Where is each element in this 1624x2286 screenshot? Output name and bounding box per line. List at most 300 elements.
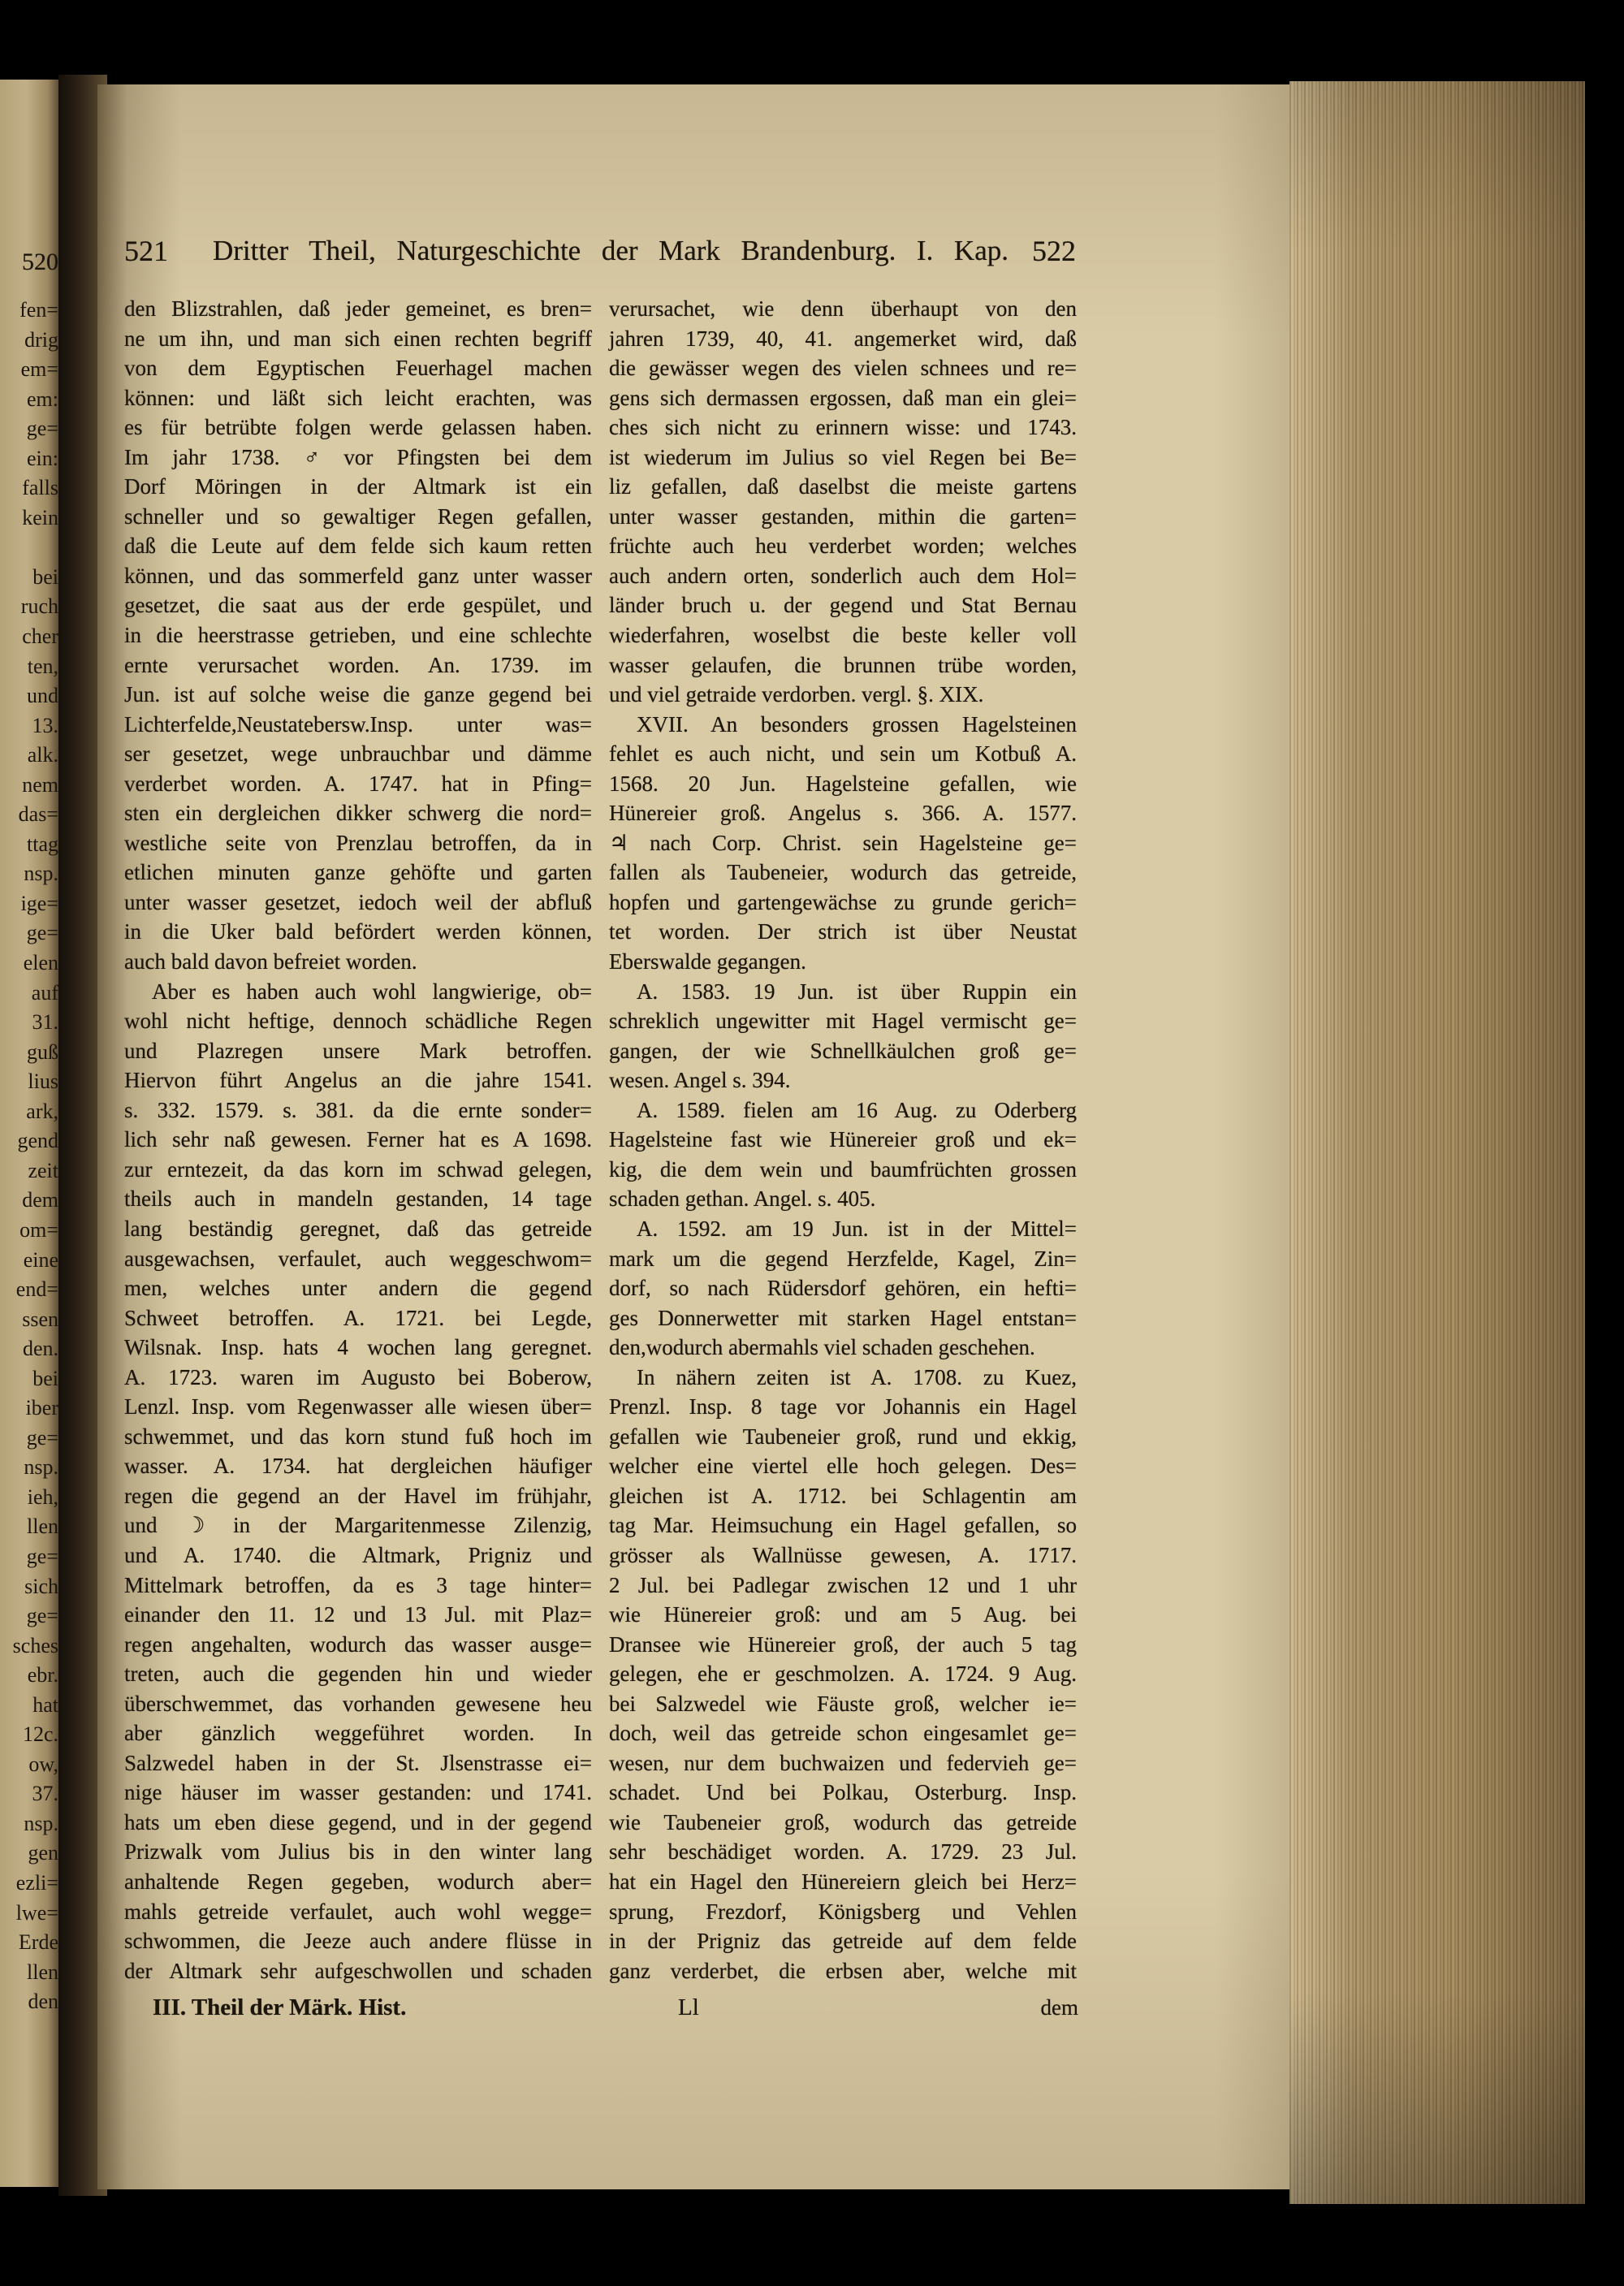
- text-line: [609, 472, 1077, 502]
- text-line: [124, 1422, 592, 1452]
- facing-page-fragment: ssen: [22, 1307, 58, 1331]
- text-line-content: lich sehr naß gewesen. Ferner hat es A 1698.: [124, 1127, 592, 1152]
- facing-page-fragment: nem: [22, 772, 58, 797]
- text-line: [609, 1571, 1077, 1601]
- text-line-content: ser gesetzet, wege unbrauchbar und dämme: [124, 741, 592, 767]
- text-line-content: s. 332. 1579. s. 381. da die ernte sonder=: [124, 1097, 592, 1122]
- text-line-content: fallen als Taubeneier, wodurch das getreide,: [609, 860, 1077, 885]
- text-line: [609, 1303, 1077, 1333]
- text-line: [609, 1065, 1077, 1095]
- text-line: [609, 1510, 1077, 1541]
- text-line: [609, 1926, 1077, 1956]
- facing-page-fragment: alk.: [27, 743, 58, 767]
- text-line-content: gesetzet, die saat aus der erde gespület, und: [124, 593, 592, 618]
- facing-page-fragment: sich: [24, 1574, 58, 1598]
- text-line: [124, 1867, 592, 1897]
- text-line-content: unter wasser gestanden, mithin die garten=: [609, 503, 1077, 529]
- facing-page-fragment: iber: [25, 1396, 58, 1420]
- facing-page-fragment: ge=: [26, 417, 58, 441]
- text-line-content: unter wasser gesetzet, iedoch weil der abfluß: [124, 889, 592, 914]
- facing-page-fragment: ge=: [26, 1604, 58, 1628]
- text-line-content: ♃ nach Corp. Christ. sein Hagelsteine ge=: [609, 830, 1077, 855]
- text-line-content: 1568. 20 Jun. Hagelsteine gefallen, wie: [609, 771, 1077, 796]
- text-line-content: schreklich ungewitter mit Hagel vermischt ge=: [609, 1009, 1077, 1034]
- text-line: [609, 710, 1077, 740]
- facing-page-fragment: dem: [22, 1188, 58, 1212]
- text-line: [609, 917, 1077, 947]
- text-line-content: hat ein Hagel den Hünereiern gleich bei Herz=: [609, 1869, 1077, 1894]
- text-line: [609, 294, 1077, 324]
- text-line-content: Lichterfelde,Neustatebersw.Insp. unter was=: [124, 711, 592, 737]
- text-line-content: dorf, so nach Rüdersdorf gehören, ein hefti=: [609, 1276, 1077, 1301]
- facing-page-fragment: [0, 533, 58, 563]
- text-line-content: den Blizstrahlen, daß jeder gemeinet, es bren=: [124, 296, 592, 321]
- text-line: [609, 1956, 1077, 1986]
- text-line-content: schwemmet, und das korn stund fuß hoch im: [124, 1424, 592, 1449]
- text-line: [124, 1244, 592, 1274]
- text-line: [609, 1541, 1077, 1571]
- facing-page-fragment: ark,: [26, 1099, 58, 1123]
- text-line-content: etlichen minuten ganze gehöfte und garten: [124, 860, 592, 885]
- text-line-content: gangen, der wie Schnellkäulchen groß ge=: [609, 1038, 1077, 1063]
- text-line-content: Hiervon führt Angelus an die jahre 1541.: [124, 1068, 592, 1093]
- facing-page-fragment: ige=: [20, 891, 58, 915]
- facing-page-fragment: ieh,: [27, 1484, 58, 1509]
- text-line: [609, 502, 1077, 532]
- text-line: [609, 1718, 1077, 1748]
- facing-page-fragment: ge=: [26, 1425, 58, 1450]
- facing-page-fragment: guß: [27, 1039, 58, 1064]
- text-line: [609, 1837, 1077, 1867]
- text-line: [124, 1451, 592, 1481]
- text-line: [609, 353, 1077, 383]
- text-line: [609, 383, 1077, 413]
- text-line: [609, 1600, 1077, 1630]
- text-line-content: sprung, Frezdorf, Königsberg und Vehlen: [609, 1899, 1077, 1924]
- text-line-content: A. 1583. 19 Jun. ist über Ruppin ein: [637, 979, 1077, 1004]
- facing-page-fragment: falls: [22, 476, 58, 500]
- text-line: [124, 1956, 592, 1986]
- facing-page-fragment: cher: [22, 624, 58, 649]
- facing-page-fragment: bei: [32, 564, 58, 589]
- text-line: [609, 443, 1077, 473]
- text-line: [609, 1689, 1077, 1719]
- text-line: [124, 680, 592, 710]
- text-line-content: jahren 1739, 40, 41. angemerket wird, daß: [609, 326, 1077, 351]
- text-line-content: Mittelmark betroffen, da es 3 tage hinter=: [124, 1572, 592, 1597]
- text-line: [124, 1095, 592, 1126]
- text-line: [124, 1718, 592, 1748]
- text-line-content: schadet. Und bei Polkau, Osterburg. Insp.: [609, 1780, 1077, 1805]
- text-line: [124, 1273, 592, 1303]
- text-line-content: regen angehalten, wodurch das wasser ausge=: [124, 1631, 592, 1657]
- right-page-number: 522: [1032, 235, 1076, 267]
- text-line: [124, 472, 592, 502]
- text-line-content: gens sich dermassen ergossen, daß man ein glei=: [609, 385, 1077, 410]
- text-line-content: können: und läßt sich leicht erachten, was: [124, 385, 592, 410]
- text-line-content: anhaltende Regen gegeben, wodurch aber=: [124, 1869, 592, 1894]
- text-line-content: Prenzl. Insp. 8 tage vor Johannis ein Hagel: [609, 1394, 1077, 1420]
- text-line-content: westliche seite von Prenzlau betroffen, da in: [124, 830, 592, 855]
- text-line: [124, 798, 592, 828]
- facing-page-fragment: lwe=: [15, 1900, 58, 1925]
- text-line-content: schwommen, die Jeeze auch andere flüsse in: [124, 1929, 592, 1954]
- text-line: [609, 1155, 1077, 1185]
- facing-page-fragment: ge=: [26, 1544, 58, 1568]
- text-line: [609, 1006, 1077, 1036]
- facing-page-fragment: ein:: [27, 446, 58, 470]
- text-line: [609, 1422, 1077, 1452]
- text-line: [609, 1897, 1077, 1927]
- text-line-content: länder bruch u. der gegend und Stat Bernau: [609, 593, 1077, 618]
- text-line-content: tag Mar. Heimsuchung ein Hagel gefallen, so: [609, 1513, 1077, 1538]
- text-line: [124, 324, 592, 354]
- text-line-content: Jun. ist auf solche weise die ganze gegend bei: [124, 682, 592, 707]
- facing-page-fragments: [0, 296, 58, 2017]
- text-line-content: in die heerstrasse getrieben, und eine schlechte: [124, 623, 592, 648]
- text-line-content: in die Uker bald befördert werden können,: [124, 919, 592, 944]
- text-line: [124, 1897, 592, 1927]
- text-line: [124, 710, 592, 740]
- text-line: [124, 650, 592, 681]
- text-line: [609, 858, 1077, 888]
- facing-page-fragment: ge=: [26, 921, 58, 945]
- text-line: [124, 1303, 592, 1333]
- text-line-content: daß die Leute auf dem felde sich kaum retten: [124, 534, 592, 559]
- text-line-content: A. 1723. waren im Augusto bei Boberow,: [124, 1364, 592, 1389]
- text-line-content: verderbet worden. A. 1747. hat in Pfing=: [124, 771, 592, 796]
- text-line: [609, 1244, 1077, 1274]
- text-line: [124, 1036, 592, 1066]
- text-line: [609, 888, 1077, 918]
- text-line-content: früchte auch heu verderbet worden; welches: [609, 534, 1077, 559]
- facing-page-fragment: und: [27, 684, 58, 708]
- text-line-content: überschwemmet, das vorhanden gewesene heu: [124, 1691, 592, 1716]
- text-line: [609, 1333, 1077, 1363]
- text-line-content: gleichen ist A. 1712. bei Schlagentin am: [609, 1483, 1077, 1508]
- text-line-content: ernte verursachet worden. An. 1739. im: [124, 652, 592, 677]
- page: [97, 84, 1299, 2189]
- text-line-content: A. 1592. am 19 Jun. ist in der Mittel=: [637, 1216, 1077, 1241]
- text-line-content: wiederfahren, woselbst die beste keller voll: [609, 623, 1077, 648]
- text-line: [609, 1630, 1077, 1660]
- text-line-content: und A. 1740. die Altmark, Prigniz und: [124, 1542, 592, 1567]
- paragraph: [609, 294, 1077, 710]
- facing-page-fragment: den.: [22, 1337, 58, 1361]
- right-text-column: [609, 294, 1077, 1986]
- text-line: [609, 769, 1077, 799]
- text-line: [124, 1837, 592, 1867]
- text-line: [609, 739, 1077, 769]
- text-line: [124, 1214, 592, 1244]
- text-line: [124, 739, 592, 769]
- text-line: [124, 1510, 592, 1541]
- facing-page-fragment: bei: [32, 1366, 58, 1390]
- text-line-content: grösser als Wallnüsse gewesen, A. 1717.: [609, 1542, 1077, 1567]
- text-line-content: Eberswalde gegangen.: [609, 949, 806, 974]
- text-line: [609, 413, 1077, 443]
- text-line-content: zur erntezeit, da das korn im schwad gelegen,: [124, 1156, 592, 1182]
- text-line: [609, 1214, 1077, 1244]
- text-line-content: auch andern orten, sonderlich auch dem Hol=: [609, 563, 1077, 588]
- text-line: [124, 917, 592, 947]
- facing-page-fragment: kein: [22, 505, 58, 529]
- text-line: [609, 324, 1077, 354]
- text-line-content: XVII. An besonders grossen Hagelsteinen: [637, 711, 1077, 737]
- text-line: [124, 590, 592, 620]
- text-line: [609, 798, 1077, 828]
- text-line: [609, 1095, 1077, 1126]
- text-line: [609, 680, 1077, 710]
- text-line-content: fehlet es auch nicht, und sein um Kotbuß A.: [609, 741, 1077, 767]
- text-line: [124, 413, 592, 443]
- text-line-content: ausgewachsen, verfaulet, auch weggeschwom=: [124, 1246, 592, 1271]
- text-line-content: ges Donnerwetter mit starken Hagel entstan=: [609, 1305, 1077, 1330]
- text-line: [609, 650, 1077, 681]
- text-line-content: es für betrübte folgen werde gelassen haben.: [124, 415, 592, 440]
- text-line-content: Hagelsteine fast wie Hünereier groß und ek=: [609, 1127, 1077, 1152]
- text-line: [609, 977, 1077, 1007]
- text-line-content: hopfen und gartengewächse zu grunde gerich=: [609, 889, 1077, 914]
- facing-page-fragment: sches: [12, 1633, 58, 1657]
- text-line-content: ne um ihn, und man sich einen rechten begriff: [124, 326, 592, 351]
- text-line: [124, 1689, 592, 1719]
- text-line: [124, 1778, 592, 1808]
- text-line-content: 2 Jul. bei Padlegar zwischen 12 und 1 uhr: [609, 1572, 1077, 1597]
- text-line: [124, 1481, 592, 1511]
- text-line: [124, 502, 592, 532]
- text-line: [124, 1748, 592, 1778]
- text-line-content: nige häuser im wasser gestanden: und 1741.: [124, 1780, 592, 1805]
- text-line-content: von dem Egyptischen Feuerhagel machen: [124, 356, 592, 381]
- text-line: [124, 769, 592, 799]
- text-line-content: den,wodurch abermahls viel schaden geschehen.: [609, 1335, 1035, 1360]
- text-line-content: mark um die gegend Herzfelde, Kagel, Zin=: [609, 1246, 1077, 1271]
- text-line-content: kig, die dem wein und baumfrüchten grossen: [609, 1156, 1077, 1182]
- facing-page-fragment: em:: [27, 387, 58, 411]
- facing-page-edge: [0, 80, 67, 2187]
- text-line-content: Schweet betroffen. A. 1721. bei Legde,: [124, 1305, 592, 1330]
- text-line: [124, 1392, 592, 1422]
- text-line-content: wesen. Angel s. 394.: [609, 1068, 791, 1093]
- text-line: [124, 531, 592, 561]
- facing-page-fragment: llen: [27, 1515, 58, 1539]
- text-line: [609, 590, 1077, 620]
- facing-page-fragment: em=: [20, 357, 58, 382]
- facing-page-fragment: nsp.: [24, 1455, 58, 1480]
- text-line: [609, 947, 1077, 977]
- facing-page-fragment: 37.: [32, 1782, 58, 1806]
- text-line: [124, 353, 592, 383]
- facing-page-fragment: ttag: [27, 832, 58, 856]
- text-line: [124, 1155, 592, 1185]
- text-line-content: wie Hünereier groß: und am 5 Aug. bei: [609, 1602, 1077, 1627]
- paragraph: [124, 977, 592, 1986]
- text-line-content: können, und das sommerfeld ganz unter wasser: [124, 563, 592, 588]
- text-line: [124, 888, 592, 918]
- paragraph: [124, 294, 592, 977]
- text-line-content: ist wiederum im Julius so viel Regen bei Be=: [609, 444, 1077, 469]
- text-line: [609, 561, 1077, 591]
- text-line-content: der Altmark sehr aufgeschwollen und schaden: [124, 1958, 592, 1983]
- running-head-text: Dritter Theil, Naturgeschichte der Mark Brandenburg. I. Kap.: [213, 235, 1009, 266]
- text-line: [124, 1065, 592, 1095]
- facing-page-fragment: lius: [28, 1070, 58, 1094]
- text-line: [124, 828, 592, 858]
- facing-page-fragment: auf: [31, 980, 58, 1005]
- text-line: [609, 1867, 1077, 1897]
- text-line-content: In nähern zeiten ist A. 1708. zu Kuez,: [637, 1364, 1077, 1389]
- paragraph: [609, 1214, 1077, 1363]
- text-line: [124, 1333, 592, 1363]
- text-line: [609, 828, 1077, 858]
- text-line-content: Im jahr 1738. ♂ vor Pfingsten bei dem: [124, 444, 592, 469]
- facing-page-fragment: 31.: [32, 1010, 58, 1035]
- text-line-content: theils auch in mandeln gestanden, 14 tage: [124, 1186, 592, 1212]
- text-line-content: schneller und so gewaltiger Regen gefallen,: [124, 503, 592, 529]
- facing-page-number: 520: [22, 248, 58, 275]
- facing-page-fragment: das=: [18, 802, 58, 827]
- text-line-content: sehr beschädiget worden. A. 1729. 23 Jul.: [609, 1839, 1077, 1865]
- facing-page-fragment: 13.: [32, 713, 58, 737]
- facing-page-fragment: gen: [28, 1841, 58, 1865]
- footer-signature-line: III. Theil der Märk. Hist.: [153, 1994, 407, 2020]
- text-line-content: bei Salzwedel wie Fäuste groß, welcher ie=: [609, 1691, 1077, 1716]
- facing-page-fragment: eine: [23, 1247, 58, 1272]
- text-line: [609, 1363, 1077, 1393]
- text-line: [609, 1778, 1077, 1808]
- facing-page-fragment: ezli=: [15, 1870, 58, 1895]
- text-line-content: Prizwalk vom Julius bis in den winter lang: [124, 1839, 592, 1865]
- text-line-content: treten, auch die gegenden hin und wieder: [124, 1662, 592, 1687]
- page-block-fore-edge: [1289, 81, 1585, 2204]
- text-line: [124, 1926, 592, 1956]
- text-line: [609, 1659, 1077, 1689]
- text-line: [609, 531, 1077, 561]
- text-line: [609, 1125, 1077, 1155]
- text-line: [124, 1808, 592, 1838]
- text-line-content: und ☽ in der Margaritenmesse Zilenzig,: [124, 1513, 592, 1538]
- text-line: [124, 1184, 592, 1214]
- text-line-content: gelegen, ehe er geschmolzen. A. 1724. 9 Aug.: [609, 1662, 1077, 1687]
- text-line-content: wasser. A. 1734. hat dergleichen häufiger: [124, 1454, 592, 1479]
- text-line: [609, 1481, 1077, 1511]
- text-line: [124, 947, 592, 977]
- text-line-content: men, welches unter andern die gegend: [124, 1276, 592, 1301]
- text-line-content: auch bald davon befreiet worden.: [124, 949, 417, 974]
- text-line-content: doch, weil das getreide schon eingesamlet ge=: [609, 1721, 1077, 1746]
- text-line: [124, 1363, 592, 1393]
- text-line-content: und Plazregen unsere Mark betroffen.: [124, 1038, 592, 1063]
- text-line-content: aber gänzlich weggeführet worden. In: [124, 1721, 592, 1746]
- text-line-content: hats um eben diese gegend, und in der gegend: [124, 1809, 592, 1834]
- text-line-content: lang beständig geregnet, daß das getreide: [124, 1216, 592, 1241]
- facing-page-fragment: Erde: [18, 1930, 58, 1955]
- text-line: [124, 620, 592, 650]
- text-line-content: in der Prigniz das getreide auf dem felde: [609, 1929, 1077, 1954]
- text-line-content: Salzwedel haben in der St. Jlsenstrasse ei=: [124, 1750, 592, 1775]
- text-line: [609, 1036, 1077, 1066]
- text-line-content: ganz verderbet, die erbsen aber, welche mit: [609, 1958, 1077, 1983]
- text-line: [609, 1273, 1077, 1303]
- text-line-content: die gewässer wegen des vielen schnees und re=: [609, 356, 1077, 381]
- text-line-content: tet worden. Der strich ist über Neustat: [609, 919, 1077, 944]
- facing-page-fragment: zeit: [28, 1158, 58, 1182]
- text-line: [124, 1006, 592, 1036]
- facing-page-fragment: ruch: [20, 594, 58, 619]
- text-line: [124, 561, 592, 591]
- text-line-content: Wilsnak. Insp. hats 4 wochen lang geregnet.: [124, 1335, 592, 1360]
- text-line-content: wesen, nur dem buchwaizen und federvieh ge=: [609, 1750, 1077, 1775]
- text-line: [124, 1600, 592, 1630]
- text-line: [124, 1630, 592, 1660]
- text-line: [124, 294, 592, 324]
- text-line: [124, 443, 592, 473]
- text-line: [609, 1451, 1077, 1481]
- facing-page-fragment: end=: [15, 1277, 58, 1302]
- text-line: [124, 977, 592, 1007]
- text-line-content: wohl nicht heftige, dennoch schädliche Regen: [124, 1009, 592, 1034]
- text-line-content: liz gefallen, daß daselbst die meiste gartens: [609, 474, 1077, 499]
- text-line: [609, 1184, 1077, 1214]
- text-line-content: wie Taubeneier groß, wodurch das getreide: [609, 1809, 1077, 1834]
- facing-page-fragment: nsp.: [24, 862, 58, 886]
- text-line-content: ches sich nicht zu erinnern wisse: und 1743.: [609, 415, 1077, 440]
- paragraph: [609, 977, 1077, 1095]
- text-line-content: regen die gegend an der Havel im frühjahr,: [124, 1483, 592, 1508]
- text-line: [609, 1392, 1077, 1422]
- catchword: dem: [1040, 1995, 1078, 2020]
- facing-page-fragment: elen: [23, 951, 58, 975]
- text-line-content: wasser gelaufen, die brunnen trübe worden,: [609, 652, 1077, 677]
- facing-page-fragment: gend: [17, 1129, 58, 1153]
- text-line-content: verursachet, wie denn überhaupt von den: [609, 296, 1077, 321]
- left-text-column: [124, 294, 592, 1986]
- text-line-content: Aber es haben auch wohl langwierige, ob=: [152, 979, 592, 1004]
- text-line-content: einander den 11. 12 und 13 Jul. mit Plaz=: [124, 1602, 592, 1627]
- text-line: [609, 1748, 1077, 1778]
- sheet-signature: Ll: [678, 1994, 699, 2020]
- text-line-content: schaden gethan. Angel. s. 405.: [609, 1186, 876, 1212]
- facing-page-fragment: om=: [19, 1217, 58, 1242]
- text-line-content: Lenzl. Insp. vom Regenwasser alle wiesen über=: [124, 1394, 592, 1420]
- text-line: [124, 1125, 592, 1155]
- facing-page-fragment: ebr.: [27, 1663, 58, 1687]
- facing-page-fragment: ow,: [28, 1752, 58, 1776]
- text-line: [124, 1571, 592, 1601]
- text-line-content: Dransee wie Hünereier groß, der auch 5 tag: [609, 1631, 1077, 1657]
- text-line-content: und viel getraide verdorben. vergl. §. XIX.: [609, 682, 984, 707]
- facing-page-fragment: nsp.: [24, 1811, 58, 1835]
- text-line-content: gefallen wie Taubeneier groß, rund und ekkig,: [609, 1424, 1077, 1449]
- text-line: [124, 1659, 592, 1689]
- text-line: [124, 858, 592, 888]
- facing-page-fragment: hat: [32, 1692, 58, 1717]
- text-line-content: welcher eine viertel elle hoch gelegen. Des=: [609, 1454, 1077, 1479]
- paragraph: [609, 710, 1077, 977]
- facing-page-fragment: den: [28, 1990, 58, 2014]
- text-line: [609, 620, 1077, 650]
- text-line-content: Hünereier groß. Angelus s. 366. A. 1577.: [609, 801, 1077, 826]
- text-line-content: A. 1589. fielen am 16 Aug. zu Oderberg: [637, 1097, 1077, 1122]
- paragraph: [609, 1095, 1077, 1214]
- facing-page-fragment: fen=: [19, 298, 58, 322]
- text-line: [124, 383, 592, 413]
- text-line-content: Dorf Möringen in der Altmark ist ein: [124, 474, 592, 499]
- facing-page-fragment: llen: [27, 1960, 58, 1984]
- text-line: [609, 1808, 1077, 1838]
- facing-page-fragment: 12c.: [22, 1722, 58, 1747]
